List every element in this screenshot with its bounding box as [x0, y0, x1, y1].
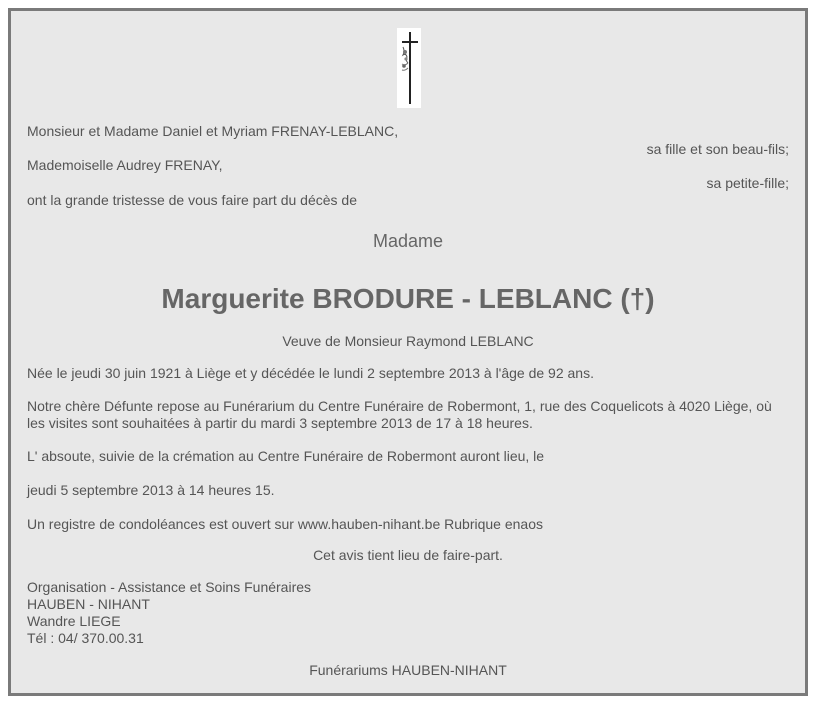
deceased-name: Marguerite BRODURE - LEBLANC (†): [161, 283, 655, 314]
organisation-location: Wandre LIEGE: [27, 613, 121, 629]
obituary-card: [8, 8, 808, 696]
organisation-phone: Tél : 04/ 370.00.31: [27, 630, 144, 646]
organisation-line: Organisation - Assistance et Soins Funéraires: [27, 579, 312, 595]
family-line-granddaughter: Mademoiselle Audrey FRENAY,: [27, 157, 223, 173]
faire-part-text: Cet avis tient lieu de faire-part.: [313, 547, 503, 563]
organisation-name: HAUBEN - NIHANT: [27, 596, 150, 612]
ceremony-text: L' absoute, suivie de la crémation au Centre Funéraire de Robermont auront lieu, le: [27, 448, 545, 464]
ceremony-date-text: jeudi 5 septembre 2013 à 14 heures 15.: [27, 482, 275, 498]
widow-of-text: Veuve de Monsieur Raymond LEBLANC: [282, 333, 534, 349]
birth-death-text: Née le jeudi 30 juin 1921 à Liège et y décédée le lundi 2 septembre 2013 à l'âge de 92 ans.: [27, 365, 594, 381]
footer-funerariums: Funérariums HAUBEN-NIHANT: [309, 662, 507, 678]
rest-place-text: Notre chère Défunte repose au Funérarium du Centre Funéraire de Robermont, 1, rue des Coquelicots à 4020 Liège, où les visites sont souhaitées à partir du mardi 3 septembre 2013 de 17 à 18 heures.: [27, 398, 772, 431]
relation-daughter: sa fille et son beau-fils;: [646, 141, 789, 157]
family-line-daughter: Monsieur et Madame Daniel et Myriam FRENAY-LEBLANC,: [27, 123, 399, 139]
relation-granddaughter: sa petite-fille;: [706, 175, 789, 191]
cross-icon: [397, 28, 421, 108]
condolence-register-text: Un registre de condoléances est ouvert sur www.hauben-nihant.be Rubrique enaos: [27, 516, 543, 532]
announcement-text: ont la grande tristesse de vous faire part du décès de: [27, 192, 357, 208]
title-madame: Madame: [372, 231, 444, 251]
